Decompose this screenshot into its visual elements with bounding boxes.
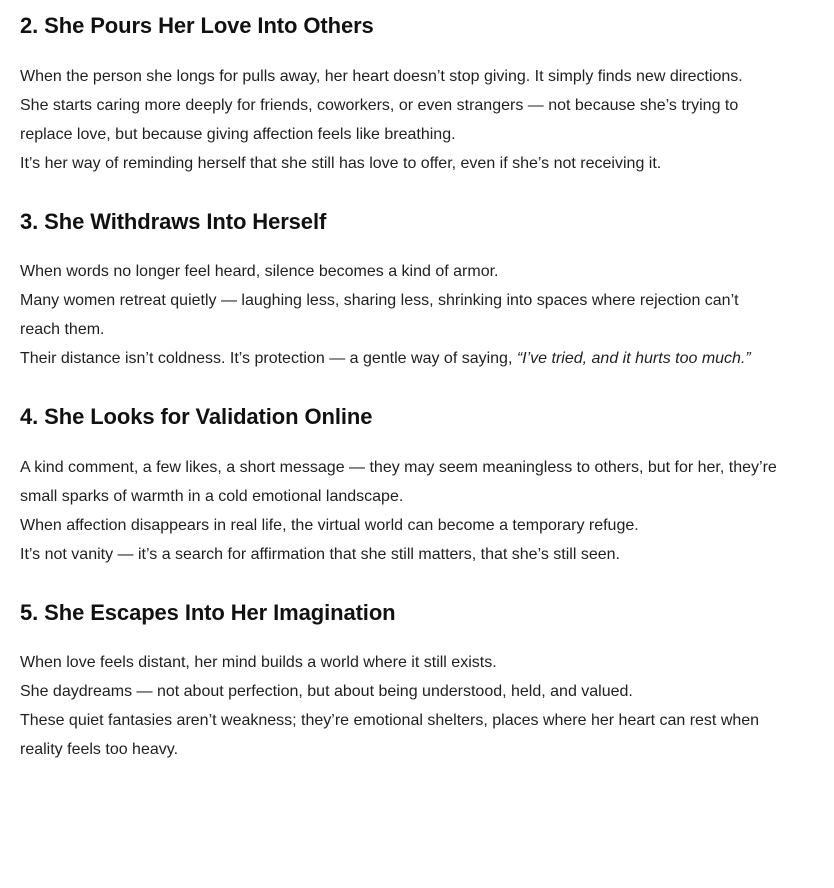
section-paragraph: She daydreams — not about perfection, but about being understood, held, and valued.: [20, 683, 633, 700]
section-heading: 5. She Escapes Into Her Imagination: [20, 599, 396, 625]
section-paragraph: It’s not vanity — it’s a search for affirmation that she still matters, that she’s still seen.: [20, 545, 620, 563]
inline-quote: “I’ve tried, and it hurts too much.”: [516, 350, 751, 367]
article-section-5: [20, 599, 782, 765]
article-section-2: [20, 12, 782, 178]
section-paragraph: When the person she longs for pulls away, her heart doesn’t stop giving. It simply finds new directions.: [20, 67, 743, 85]
section-paragraph: It’s her way of reminding herself that she still has love to offer, even if she’s not receiving it.: [20, 154, 662, 172]
section-paragraph: A kind comment, a few likes, a short message — they may seem meaningless to others, but for her, they’re small sparks of warmth in a cold emotional landscape.: [20, 458, 777, 505]
section-paragraph: She starts caring more deeply for friends, coworkers, or even strangers — not because she’s trying to replace love, but because giving affection feels like breathing.: [20, 96, 739, 143]
section-paragraph-with-quote: [20, 344, 782, 373]
article-section-3: [20, 208, 782, 374]
paragraph-lead-text: Their distance isn’t coldness. It’s protection — a gentle way of saying,: [20, 350, 517, 367]
article-section-4: [20, 403, 782, 569]
section-heading: 4. She Looks for Validation Online: [20, 404, 373, 429]
section-paragraph: When words no longer feel heard, silence becomes a kind of armor.: [20, 263, 499, 280]
section-heading: 3. She Withdraws Into Herself: [20, 208, 327, 234]
section-paragraph: When affection disappears in real life, the virtual world can become a temporary refuge.: [20, 516, 639, 534]
section-paragraph: When love feels distant, her mind builds a world where it still exists.: [20, 654, 497, 671]
section-paragraph: Many women retreat quietly — laughing less, sharing less, shrinking into spaces where rejection can’t reach them.: [20, 292, 739, 338]
section-paragraph: These quiet fantasies aren’t weakness; they’re emotional shelters, places where her heart can rest when reality feels too heavy.: [20, 712, 760, 758]
section-heading: 2. She Pours Her Love Into Others: [20, 13, 374, 38]
